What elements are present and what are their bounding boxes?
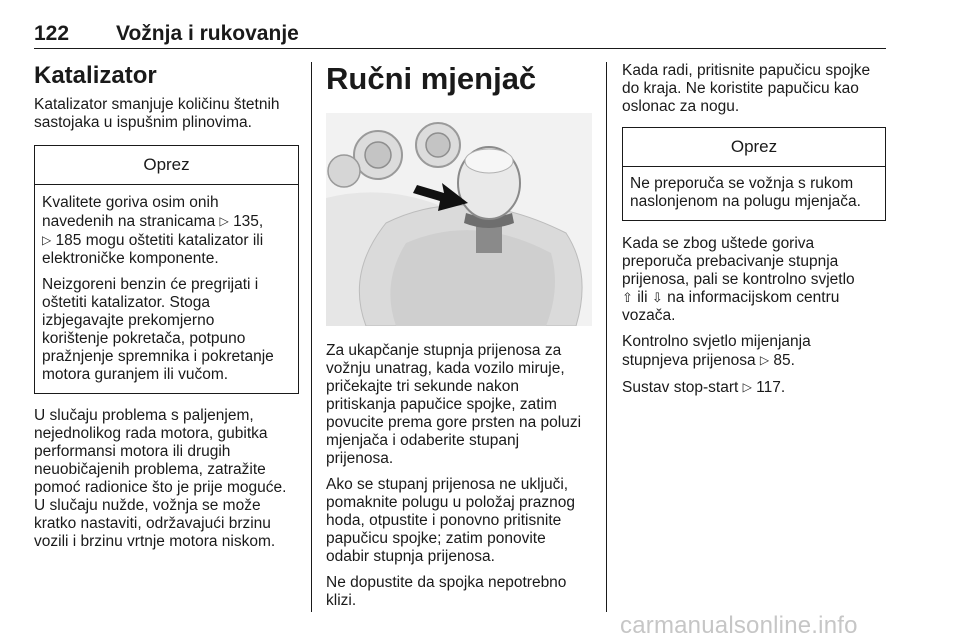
- column-middle: [326, 62, 592, 96]
- transmission-paragraph: Ako se stupanj prijenosa ne uključi, pomaknite polugu u položaj praznog hoda, otpustite i ponovno pritisnite papučicu spojke; zatim ponovite odabir stupnja prijenosa.: [326, 476, 576, 565]
- page-link[interactable]: 185: [55, 232, 82, 249]
- gear-lever-drawing: [326, 113, 592, 326]
- shift-up-icon: ⇧: [622, 290, 633, 305]
- caution-body: [35, 185, 298, 393]
- shift-down-icon: ⇩: [651, 290, 663, 305]
- xref-icon: ▷: [759, 353, 770, 367]
- caution-box: [34, 145, 299, 394]
- page-link[interactable]: 85.: [773, 352, 795, 369]
- catalyst-intro: Katalizator smanjuje količinu štetnih sastojaka u ispušnim plinovima.: [34, 96, 280, 131]
- caution-paragraph: Kvalitete goriva osim onih navedenih na stranicama ▷ 135, ▷ 185 mogu oštetiti katalizator ili elektroničke komponente.: [42, 194, 264, 267]
- caution-paragraph: Neizgoreni benzin će pregrijati i oštetiti katalizator. Stoga izbjegavajte prekomjerno korištenje pokretača, potpuno pražnjenje spremnika i pokretanje motora guranjem ili vučom.: [42, 276, 274, 383]
- column-right: [622, 62, 886, 397]
- caution-paragraph: Ne preporuča se vožnja s rukom naslonjenom na polugu mjenjača.: [630, 175, 861, 210]
- column-divider: [311, 62, 312, 612]
- caution-box: [622, 127, 886, 221]
- column-divider: [606, 62, 607, 612]
- watermark: carmanualsonline.info: [620, 612, 858, 639]
- xref-icon: ▷: [742, 380, 752, 394]
- section-title-catalyst: Katalizator: [34, 62, 157, 89]
- xref-icon: ▷: [219, 214, 229, 228]
- shift-light-paragraph: Kontrolno svjetlo mijenjanja stupnjeva prijenosa ▷ 85.: [622, 333, 811, 369]
- catalyst-paragraph: U slučaju problema s paljenjem, nejednolikog rada motora, gubitka performansi motora ili drugih neuobičajenih problema, zatražite pomoć radionice što je prije moguće. U slučaju nužde, vožnja se može kratko nastaviti, održavajući brzinu vozili i brzinu vrtnje motora niskom.: [34, 407, 287, 550]
- page-header: [34, 22, 886, 49]
- shift-indicator-paragraph: Kada se zbog uštede goriva preporuča prebacivanje stupnja prijenosa, pali se kontrolno svjetlo ⇧ ili ⇩ na informacijskom centru vozača.: [622, 235, 855, 324]
- xref-icon: ▷: [42, 233, 52, 247]
- column-middle-text: [326, 342, 592, 610]
- transmission-paragraph: Za ukapčanje stupnja prijenosa za vožnju unatrag, kada vozilo miruje, pričekajte tri sekunde nakon pritiskanja papučice spojke, zatim povucite prema gore prsten na poluzi mjenjača i odaberite stupanj prijenosa.: [326, 342, 582, 467]
- section-title-manual-transmission: Ručni mjenjač: [326, 61, 537, 96]
- running-title: Vožnja i rukovanje: [116, 22, 299, 45]
- transmission-paragraph: Ne dopustite da spojka nepotrebno klizi.: [326, 574, 567, 609]
- gear-lever-illustration: [326, 113, 592, 326]
- caution-heading: Oprez: [623, 128, 885, 167]
- stop-start-paragraph: Sustav stop-start ▷ 117.: [622, 379, 786, 396]
- page-link[interactable]: 135,: [233, 213, 264, 230]
- caution-body: [623, 167, 885, 220]
- page-link[interactable]: 117.: [756, 379, 786, 396]
- clutch-paragraph: Kada radi, pritisnite papučicu spojke do kraja. Ne koristite papučicu kao oslonac za nogu.: [622, 62, 871, 115]
- column-left: [34, 62, 299, 551]
- caution-heading: Oprez: [35, 146, 298, 185]
- page-number: 122: [34, 22, 70, 45]
